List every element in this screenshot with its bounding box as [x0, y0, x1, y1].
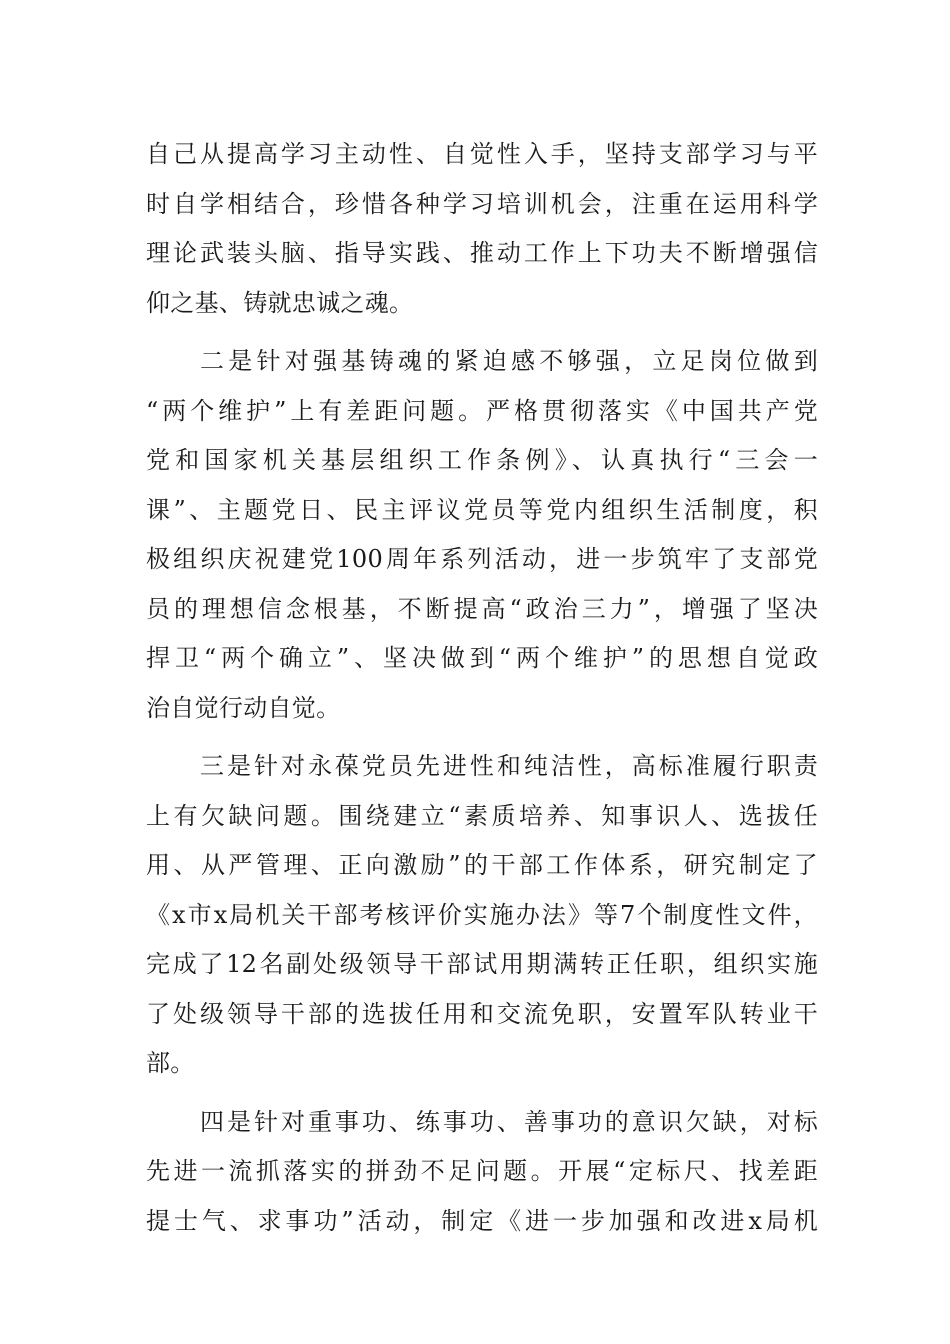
- text-line: 自己从提高学习主动性、自觉性入手，坚持支部学习与平: [146, 140, 818, 168]
- text-line: 捍卫“两个确立”、坚决做到“两个维护”的思想自觉政: [146, 644, 818, 672]
- text-line: 课”、主题党日、民主评议党员等党内组织生活制度，积: [146, 495, 818, 524]
- text-line: 先进一流抓落实的拼劲不足问题。开展“定标尺、找差距: [146, 1157, 818, 1185]
- text-line: 二是针对强基铸魂的紧迫感不够强，立足岗位做到: [200, 347, 818, 375]
- text-line: 上有欠缺问题。围绕建立“素质培养、知事识人、选拔任: [146, 801, 818, 830]
- text-line: 极组织庆祝建党100周年系列活动，进一步筑牢了支部党: [146, 545, 818, 573]
- paragraph-4: [146, 1098, 818, 1247]
- text-line: 三是针对永葆党员先进性和纯洁性，高标准履行职责: [200, 752, 818, 780]
- text-line: 时自学相结合，珍惜各种学习培训机会，注重在运用科学: [146, 189, 818, 218]
- text-line: 理论武装头脑、指导实践、推动工作上下功夫不断增强信: [146, 239, 818, 267]
- text-line: 仰之基、铸就忠诚之魂。: [146, 288, 414, 317]
- text-line: 了处级领导干部的选拔任用和交流免职，安置军队转业干: [146, 999, 818, 1028]
- text-line: 党和国家机关基层组织工作条例》、认真执行“三会一: [146, 446, 818, 474]
- paragraph-3: [146, 742, 818, 1089]
- paragraph-2: [146, 337, 818, 733]
- text-line: 治自觉行动自觉。: [146, 693, 341, 722]
- paragraph-1: [146, 130, 818, 328]
- text-line: 完成了12名副处级领导干部试用期满转正任职，组织实施: [146, 950, 818, 978]
- text-line: 用、从严管理、正向激励”的干部工作体系，研究制定了: [146, 851, 818, 879]
- document-body: [146, 130, 818, 1255]
- text-line: 部。: [146, 1049, 195, 1077]
- text-line: 《x市x局机关干部考核评价实施办法》等7个制度性文件，: [146, 900, 818, 929]
- text-line: “两个维护”上有差距问题。严格贯彻落实《中国共产党: [146, 396, 818, 425]
- text-line: 提士气、求事功”活动，制定《进一步加强和改进x局机: [146, 1206, 818, 1235]
- text-line: 四是针对重事功、练事功、善事功的意识欠缺，对标: [200, 1107, 818, 1136]
- text-line: 员的理想信念根基，不断提高“政治三力”，增强了坚决: [146, 594, 818, 623]
